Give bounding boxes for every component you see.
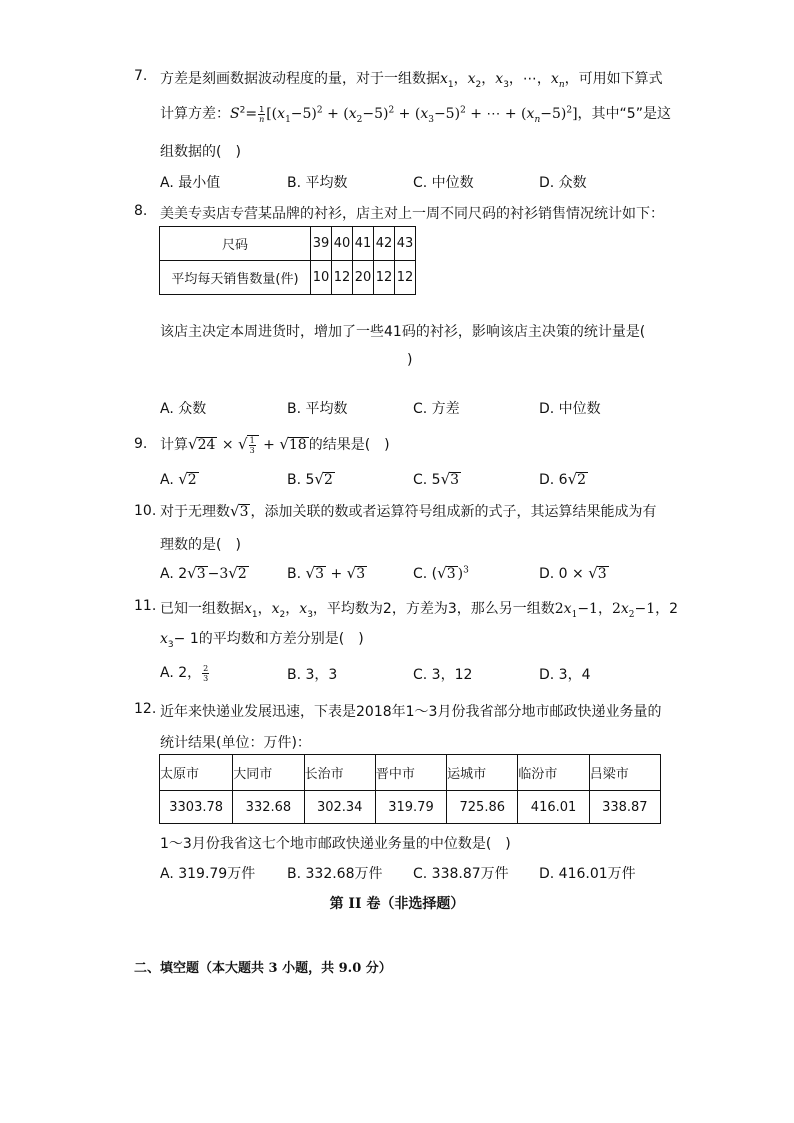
q7-option-b[interactable]: B. 平均数 — [287, 175, 348, 191]
q10-option-b[interactable]: B. √3 + √3 — [287, 564, 366, 582]
q9-option-b[interactable]: B. 5√2 — [287, 470, 333, 488]
question-7-text-line3: 组数据的( ) — [160, 144, 241, 160]
question-8-text-line2: 该店主决定本周进货时，增加了一些41码的衬衫，影响该店主决策的统计量是( — [160, 324, 646, 340]
table-row — [160, 227, 416, 261]
q7-option-c[interactable]: C. 中位数 — [413, 175, 474, 191]
question-9-text: 计算√24 × √ $\frac{1}{3}$ + √18 的结果是( ) — [160, 435, 390, 455]
table-cell: 12 — [332, 261, 353, 295]
table-cell: 319.79 — [375, 791, 446, 824]
table-cell: 43 — [395, 227, 416, 261]
table-header-cell: 尺码 — [160, 227, 311, 261]
table-cell: 332.68 — [233, 791, 304, 824]
q11-option-a[interactable]: A. 2， $\frac{2}{3}$ — [160, 663, 209, 683]
question-12-text-line3: 1～3月份我省这七个地市邮政快递业务量的中位数是( ) — [160, 836, 511, 852]
q10-option-c[interactable]: C. (√3 )$^3$ — [413, 564, 469, 582]
q10-option-d[interactable]: D. 0 × √3 — [539, 564, 607, 582]
table-cell: 39 — [311, 227, 332, 261]
q8-option-b[interactable]: B. 平均数 — [287, 401, 348, 417]
size-sales-table — [159, 226, 416, 295]
question-10-number: 10. — [134, 503, 157, 519]
question-7-number: 7. — [134, 68, 148, 84]
q11-option-b[interactable]: B. 3，3 — [287, 667, 338, 683]
q11-option-c[interactable]: C. 3，12 — [413, 667, 473, 683]
q8-option-c[interactable]: C. 方差 — [413, 401, 460, 417]
question-11-text-line2: $x_3- 1$的平均数和方差分别是( ) — [160, 631, 364, 650]
table-cell: 416.01 — [518, 791, 589, 824]
table-row — [160, 261, 416, 295]
q7-option-a[interactable]: A. 最小值 — [160, 175, 221, 191]
question-9-number: 9. — [134, 436, 148, 452]
table-header-cell: 临汾市 — [518, 755, 589, 791]
table-cell: 10 — [311, 261, 332, 295]
question-10-text-line2: 理数的是( ) — [160, 537, 241, 553]
table-cell: 40 — [332, 227, 353, 261]
table-header-cell: 太原市 — [160, 755, 233, 791]
table-header-cell: 运城市 — [447, 755, 518, 791]
question-7-text-line1: 方差是刻画数据波动程度的量，对于一组数据$x_1$，$x_2$，$x_3$，⋯，$x_n$，可用如下算式 — [160, 71, 663, 90]
table-cell: 725.86 — [447, 791, 518, 824]
table-cell: 3303.78 — [160, 791, 233, 824]
question-11-text-line1: 已知一组数据$x_1$，$x_2$，$x_3$，平均数为2，方差为3，那么另一组数$2x_1-1$，$2x_2-1$，2 — [160, 601, 679, 620]
q12-option-a[interactable]: A. 319.79万件 — [160, 866, 256, 882]
table-header-cell: 大同市 — [233, 755, 304, 791]
table-cell: 338.87 — [589, 791, 660, 824]
express-volume-table — [159, 754, 661, 824]
table-header-cell: 晋中市 — [375, 755, 446, 791]
question-8-text-line1: 美美专卖店专营某品牌的衬衫，店主对上一周不同尺码的衬衫销售情况统计如下： — [160, 206, 664, 222]
table-header-cell: 长治市 — [304, 755, 375, 791]
part-2-title: 第 II 卷（非选择题） — [329, 896, 465, 912]
question-10-text-line1: 对于无理数√3 ，添加关联的数或者运算符号组成新的式子，其运算结果能成为有 — [160, 502, 657, 520]
question-8-number: 8. — [134, 203, 148, 219]
question-7-text-line2: 计算方差：$S^2=$ $\frac{1}{n}$ [$(x_1-5)^2 + (x_2-5)^2 + (x_3-5)^2$ + ⋯ + $(x_n-5)^2$]，其中“5”是这 — [160, 104, 671, 125]
table-header-cell: 吕梁市 — [589, 755, 660, 791]
q8-option-d[interactable]: D. 中位数 — [539, 401, 601, 417]
table-cell: 41 — [353, 227, 374, 261]
table-row — [160, 791, 661, 824]
q9-option-d[interactable]: D. 6√2 — [539, 470, 587, 488]
question-12-text-line2: 统计结果(单位：万件)： — [160, 735, 311, 751]
q7-option-d[interactable]: D. 众数 — [539, 175, 587, 191]
q9-option-c[interactable]: C. 5√3 — [413, 470, 460, 488]
q12-option-b[interactable]: B. 332.68万件 — [287, 866, 383, 882]
q9-option-a[interactable]: A. √2 — [160, 470, 197, 488]
q12-option-c[interactable]: C. 338.87万件 — [413, 866, 509, 882]
table-header-cell: 平均每天销售数量(件) — [160, 261, 311, 295]
table-cell: 42 — [374, 227, 395, 261]
question-8-text-line3: ) — [407, 352, 413, 368]
q8-option-a[interactable]: A. 众数 — [160, 401, 207, 417]
q10-option-a[interactable]: A. 2√3 −3√2 — [160, 564, 247, 582]
table-cell: 12 — [395, 261, 416, 295]
table-cell: 12 — [374, 261, 395, 295]
q12-option-d[interactable]: D. 416.01万件 — [539, 866, 636, 882]
question-12-text-line1: 近年来快递业发展迅速，下表是2018年1～3月份我省部分地市邮政快递业务量的 — [160, 704, 662, 720]
question-12-number: 12. — [134, 701, 157, 717]
table-cell: 20 — [353, 261, 374, 295]
table-row — [160, 755, 661, 791]
question-11-number: 11. — [134, 598, 157, 614]
q11-option-d[interactable]: D. 3，4 — [539, 667, 591, 683]
section-2-title: 二、填空题（本大题共 3 小题，共 9.0 分） — [134, 961, 392, 976]
table-cell: 302.34 — [304, 791, 375, 824]
